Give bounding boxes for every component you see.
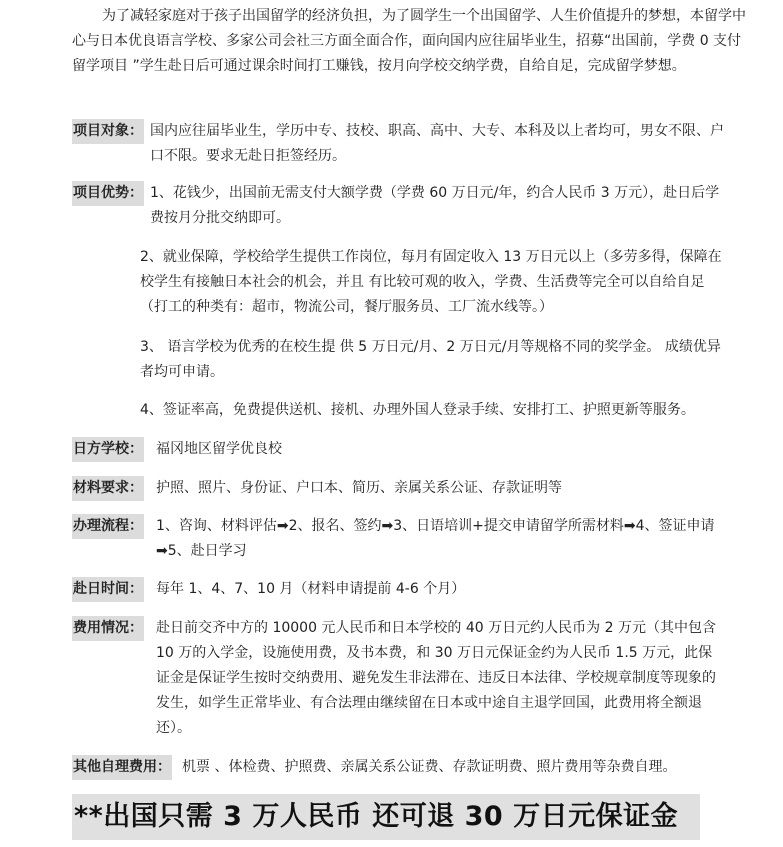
section-label-fees: 费用情况： [72,616,144,641]
fees-text: 赴日前交齐中方的 10000 元人民币和日本学校的 40 万日元约人民币为 2 万元（其中包含 10 万的入学金，设施使用费，及书本费，和 30 万日元保证金约为人民币 1.5 万元，此保证金是保证学生按时交纳费用、避免发生非法滞在、违反日本法律、学校规章制度等现象的发生，如学生正常毕业、有合法理由继续留在日本或中途自主退学回国，此费用将全额退还）。 [156,620,716,736]
section-target [72,119,752,169]
section-time [72,577,752,602]
section-school [72,437,752,462]
section-materials [72,476,752,501]
section-label-materials: 材料要求： [72,476,144,501]
section-label-target: 项目对象： [72,119,144,144]
advantage-item-2: 2、就业保障，学校给学生提供工作岗位，每月有固定收入 13 万日元以上（多劳多得，保障在校学生有接触日本社会的机会，并且 有比较可观的收入，学费、生活费等完全可以自给自足（打工的种类有：超市，物流公司，餐厅服务员、工厂流水线等。） [140,249,722,315]
highlight-banner: **出国只需 3 万人民币 还可退 30 万日元保证金 [72,794,700,840]
section-advantages [72,181,752,231]
intro-paragraph: 为了减轻家庭对于孩子出国留学的经济负担，为了圆学生一个出国留学、人生价值提升的梦想，本留学中心与日本优良语言学校、多家公司会社三方面全面合作，面向国内应往届毕业生，招募“出国前，学费 0 支付留学项目 ”学生赴日后可通过课余时间打工赚钱，按月向学校交纳学费，自给自足，完成留学梦想。 [72,8,746,74]
section-label-time: 赴日时间： [72,577,144,602]
school-text: 福冈地区留学优良校 [156,441,282,457]
section-process [72,514,752,564]
other-text: 机票 、体检费、护照费、亲属关系公证费、存款证明费、照片费用等杂费自理。 [182,759,677,775]
time-text: 每年 1、4、7、10 月（材料申请提前 4-6 个月） [156,581,466,597]
section-label-other: 其他自理费用： [72,755,172,780]
section-text-target [150,119,726,169]
advantage-item-4: 4、签证率高，免费提供送机、接机、办理外国人登录手续、安排打工、护照更新等服务。 [140,402,695,418]
section-fees [72,616,752,742]
process-text: 1、咨询、材料评估➡2、报名、签约➡3、日语培训+提交申请留学所需材料➡4、签证申请➡5、赴日学习 [156,518,715,559]
section-label-school: 日方学校： [72,437,144,462]
section-label-process: 办理流程： [72,514,144,539]
advantage-item-1: 1、花钱少，出国前无需支付大额学费（学费 60 万日元/年，约合人民币 3 万元），赴日后学费按月分批交纳即可。 [150,185,720,226]
materials-text: 护照、照片、身份证、户口本、简历、亲属关系公证、存款证明等 [156,480,562,496]
section-other [72,755,752,780]
target-text: 国内应往届毕业生，学历中专、技校、职高、高中、大专、本科及以上者均可，男女不限、户口不限。要求无赴日拒签经历。 [150,123,724,164]
advantage-item-3: 3、 语言学校为优秀的在校生提 供 5 万日元/月、2 万日元/月等规格不同的奖学金。 成绩优异者均可申请。 [140,339,721,380]
section-label-advantages: 项目优势： [72,181,144,206]
